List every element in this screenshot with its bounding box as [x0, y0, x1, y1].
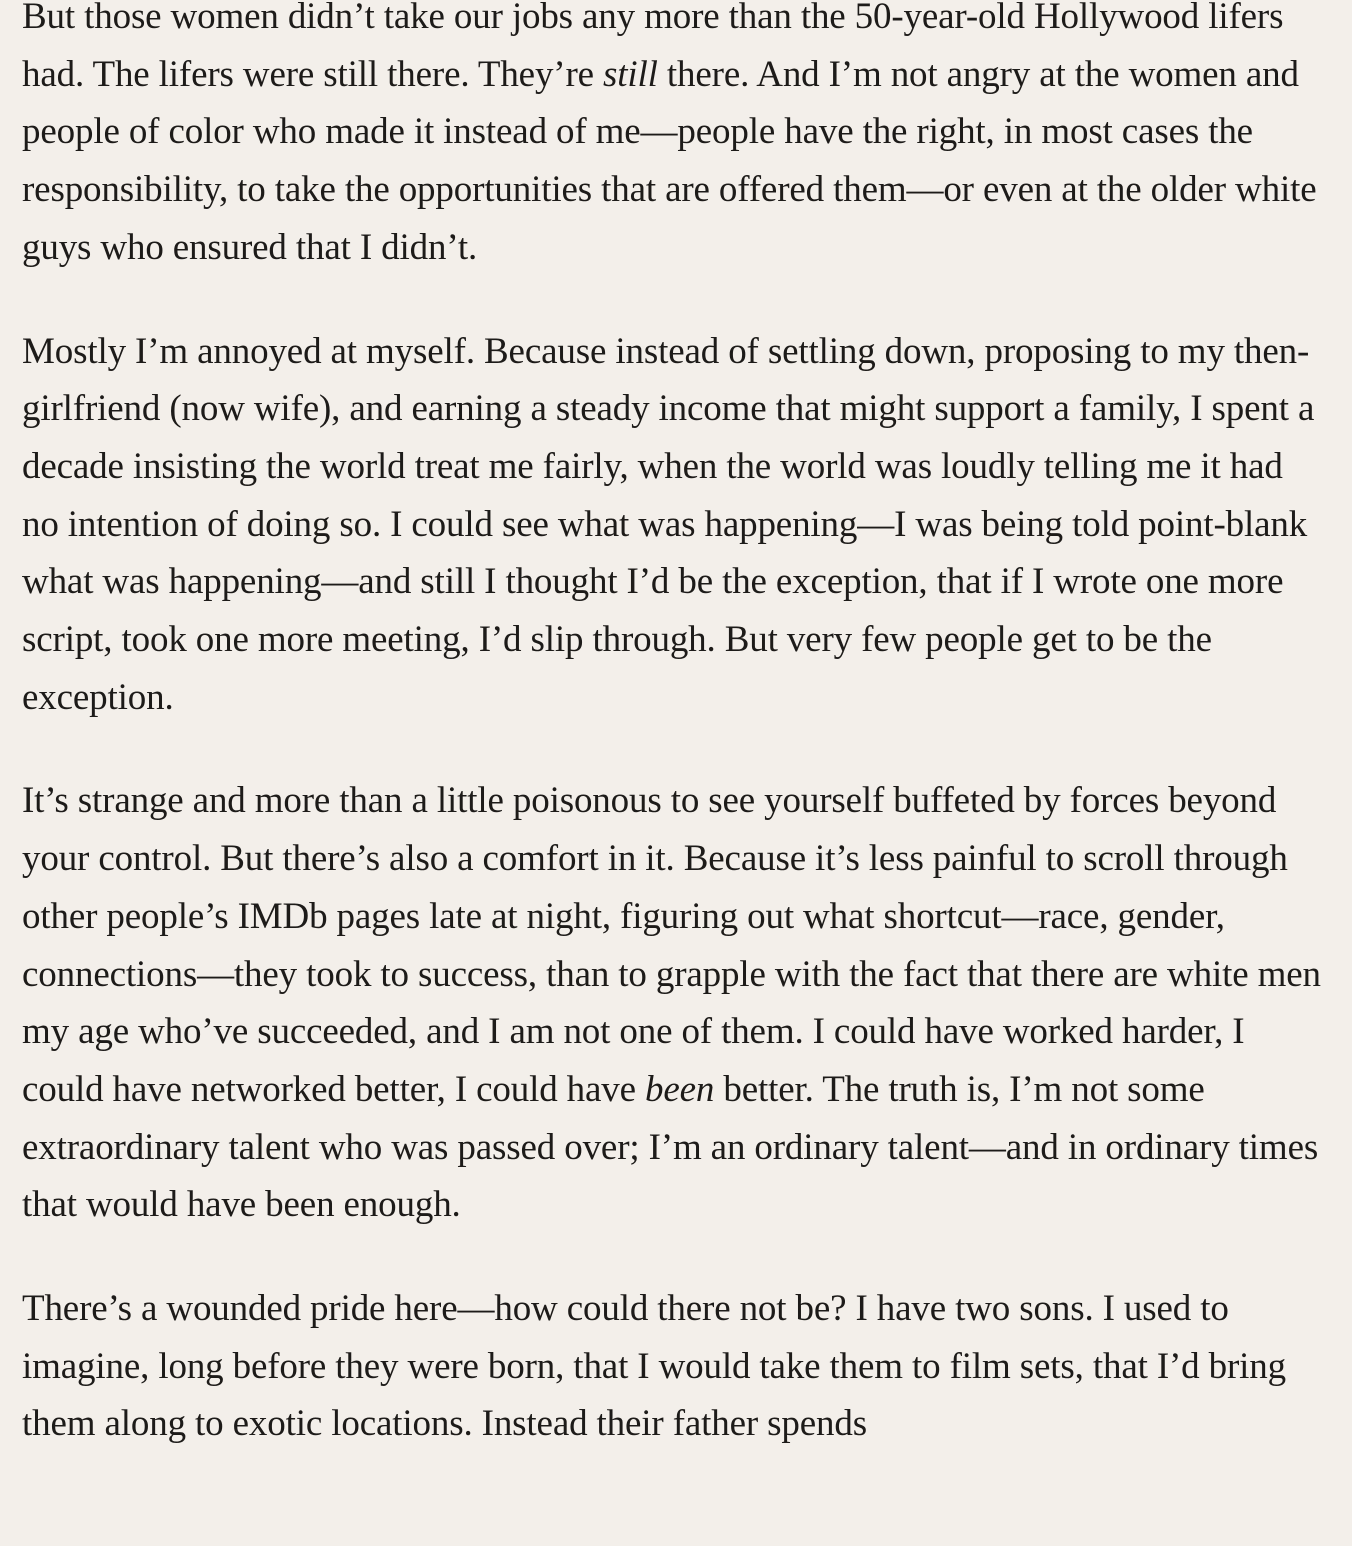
article-body	[22, 0, 1322, 1499]
paragraph-text: Mostly I’m annoyed at myself. Because instead of settling down, proposing to my then-girlfriend (now wife), and earning a steady income that might support a family, I spent a decade insisting the world treat me fairly, when the world was loudly telling me it had no intention of doing so. I could see what was happening—I was being told point-blank what was happening—and still I thought I’d be the exception, that if I wrote one more script, took one more meeting, I’d slip through. But very few people get to be the exception.	[22, 330, 1315, 718]
paragraph	[22, 772, 1322, 1234]
emphasis-text: still	[603, 53, 658, 95]
paragraph-text: But those women didn’t take our jobs any more than the 50-year-old Hollywood lifers had. The lifers were still there. They’re	[22, 0, 1284, 95]
paragraph-text: It’s strange and more than a little poisonous to see yourself buffeted by forces beyond your control. But there’s also a comfort in it. Because it’s less painful to scroll through other people’s IMDb pages late at night, figuring out what shortcut—race, gender, connections—they took to success, than to grapple with the fact that there are white men my age who’ve succeeded, and I am not one of them. I could have worked harder, I could have networked better, I could have	[22, 780, 1321, 1110]
paragraph	[22, 323, 1322, 727]
emphasis-text: been	[645, 1068, 715, 1110]
paragraph	[22, 1280, 1322, 1453]
paragraph-text: there. And I’m not angry at the women and people of color who made it instead of me—people have the right, in most cases the responsibility, to take the opportunities that are offered them—or even at the older white guys who ensured that I didn’t.	[22, 53, 1317, 268]
paragraph	[22, 0, 1322, 277]
paragraph-text: There’s a wounded pride here—how could there not be? I have two sons. I used to imagine, long before they were born, that I would take them to film sets, that I’d bring them along to exotic locations. Instead their father spends	[22, 1288, 1286, 1445]
paragraph-text: better. The truth is, I’m not some extraordinary talent who was passed over; I’m an ordinary talent—and in ordinary times that would have been enough.	[22, 1068, 1319, 1226]
